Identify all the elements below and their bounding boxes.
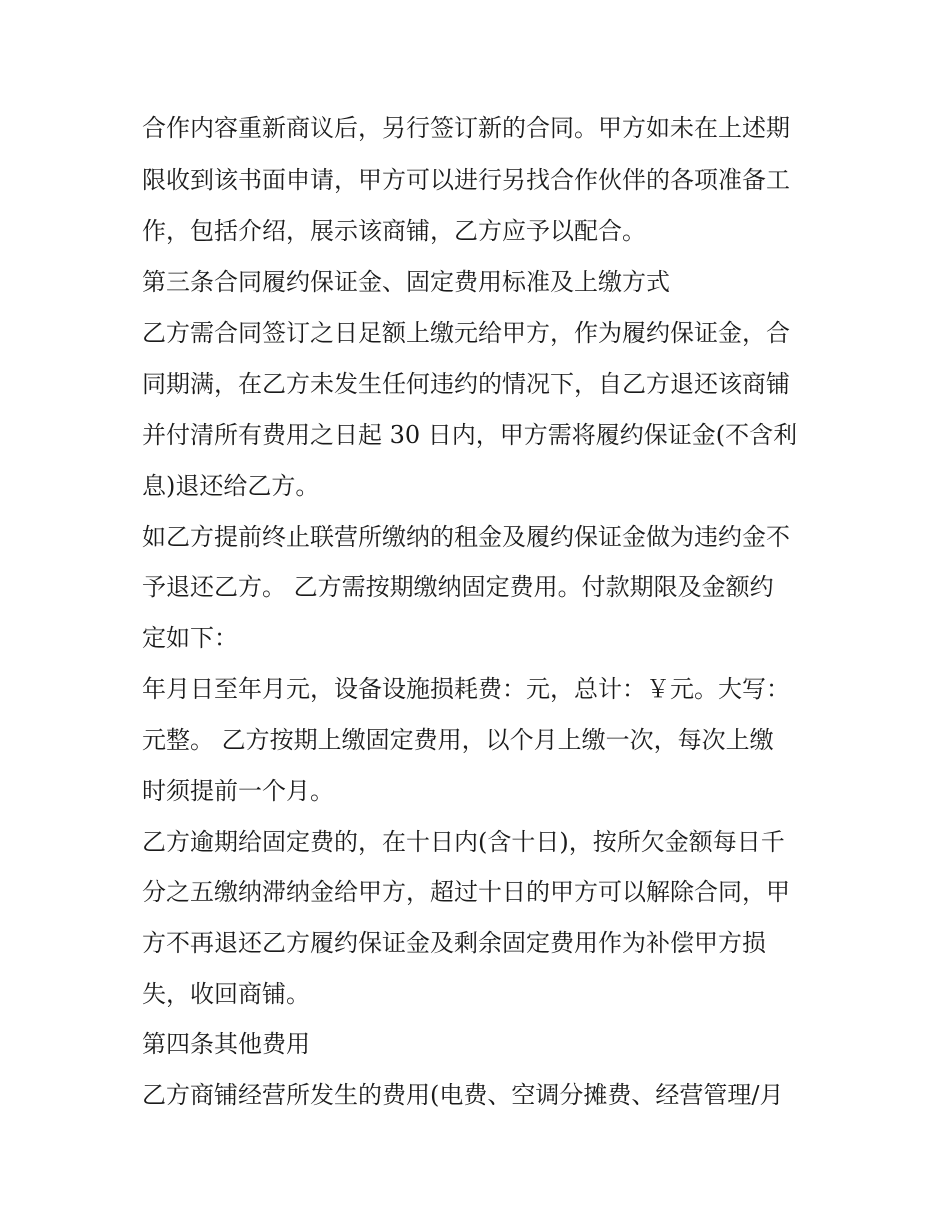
text-line: 元整。 乙方按期上缴固定费用，以个月上缴一次，每次上缴 xyxy=(142,726,774,754)
section-heading: 第四条其他费用 xyxy=(142,1030,310,1058)
text-line: 同期满，在乙方未发生任何违约的情况下，自乙方退还该商铺 xyxy=(142,370,790,398)
text-line: 乙方逾期给固定费的，在十日内(含十日)，按所欠金额每日千 xyxy=(142,828,785,856)
text-line: 并付清所有费用之日起 30 日内，甲方需将履约保证金(不含利 xyxy=(142,421,798,449)
text-line: 予退还乙方。 乙方需按期缴纳固定费用。付款期限及金额约 xyxy=(142,573,774,601)
text-line: 息)退还给乙方。 xyxy=(142,472,320,500)
section-heading: 第三条合同履约保证金、固定费用标准及上缴方式 xyxy=(142,268,670,296)
text-line: 乙方商铺经营所发生的费用(电费、空调分摊费、经营管理/月 xyxy=(142,1081,784,1109)
text-line: 乙方需合同签订之日足额上缴元给甲方，作为履约保证金，合 xyxy=(142,319,790,347)
text-line: 定如下： xyxy=(142,624,238,652)
text-line: 限收到该书面申请，甲方可以进行另找合作伙伴的各项准备工 xyxy=(142,166,790,194)
text-line: 分之五缴纳滞纳金给甲方，超过十日的甲方可以解除合同，甲 xyxy=(142,878,790,906)
text-line: 方不再退还乙方履约保证金及剩余固定费用作为补偿甲方损 xyxy=(142,929,766,957)
text-line: 失，收回商铺。 xyxy=(142,980,310,1008)
text-line: 年月日至年月元，设备设施损耗费：元，总计：￥元。大写： xyxy=(142,675,790,703)
text-line: 作，包括介绍，展示该商铺，乙方应予以配合。 xyxy=(142,217,646,245)
text-line: 如乙方提前终止联营所缴纳的租金及履约保证金做为违约金不 xyxy=(142,523,790,551)
text-line: 合作内容重新商议后，另行签订新的合同。甲方如未在上述期 xyxy=(142,114,790,142)
text-line: 时须提前一个月。 xyxy=(142,777,334,805)
